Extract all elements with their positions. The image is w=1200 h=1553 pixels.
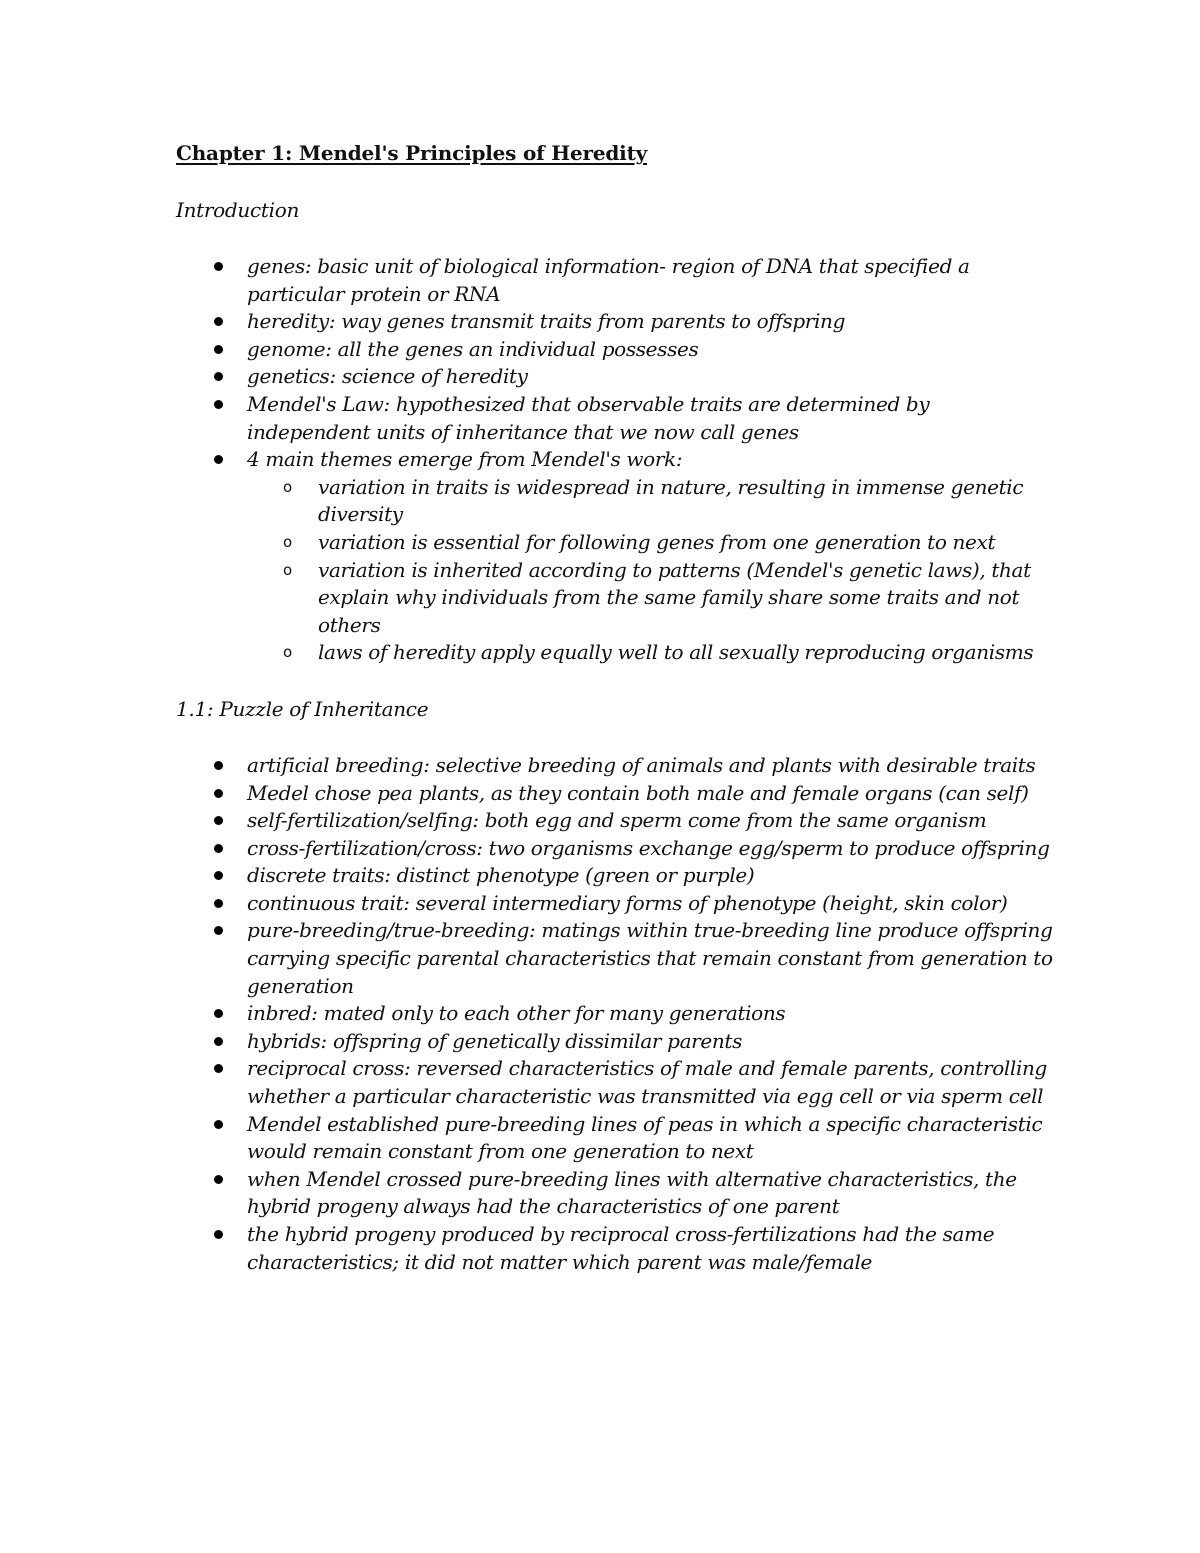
list-item [176,835,1056,863]
hollow-circle-bullet-icon: o [283,532,292,551]
introduction-list [176,253,1056,667]
bullet-dot-icon [214,345,223,354]
list-item-text: genome: all the genes an individual possesses [247,336,699,361]
list-item-text: Mendel's Law: hypothesized that observable traits are determined by independent units of inheritance that we now call genes [247,391,930,444]
list-item [176,253,1056,308]
list-item [176,752,1056,780]
bullet-dot-icon [214,816,223,825]
bullet-dot-icon [214,1009,223,1018]
sublist-item-text: laws of heredity apply equally well to all sexually reproducing organisms [318,640,1034,665]
bullet-dot-icon [214,1230,223,1239]
list-item-text: Mendel established pure-breeding lines of peas in which a specific characteristic would remain constant from one generation to next [247,1111,1043,1164]
list-item-text: the hybrid progeny produced by reciprocal cross-fertilizations had the same characteristics; it did not matter which parent was male/female [247,1222,995,1274]
bullet-dot-icon [214,926,223,935]
sublist-item [247,639,1056,667]
themes-sublist [247,474,1056,667]
bullet-dot-icon [214,317,223,326]
section-heading-puzzle-of-inheritance: 1.1: Puzzle of Inheritance [176,696,429,721]
bullet-dot-icon [214,1175,223,1184]
list-item-text: pure-breeding/true-breeding: matings within true-breeding line produce offspring carrying specific parental characteristics that remain constant from generation to generation [247,918,1053,998]
list-item [176,1000,1056,1028]
bullet-dot-icon [214,262,223,271]
list-item [176,862,1056,890]
list-item-text: continuous trait: several intermediary forms of phenotype (height, skin color) [247,890,1008,915]
bullet-dot-icon [214,455,223,464]
list-item-text: genetics: science of heredity [247,364,528,389]
list-item [176,308,1056,336]
list-item-text: genes: basic unit of biological information- region of DNA that specified a particular protein or RNA [247,254,970,306]
list-item-text: 4 main themes emerge from Mendel's work: [247,447,683,472]
bullet-dot-icon [214,1037,223,1046]
sublist-item [247,529,1056,557]
sublist-item-text: variation in traits is widespread in nature, resulting in immense genetic diversity [318,474,1024,527]
list-item [176,890,1056,918]
list-item [176,1055,1056,1110]
hollow-circle-bullet-icon: o [283,560,292,579]
hollow-circle-bullet-icon: o [283,643,292,662]
sublist-item [247,557,1056,640]
bullet-dot-icon [214,844,223,853]
bullet-dot-icon [214,871,223,880]
list-item [176,917,1056,1000]
list-item-text: artificial breeding: selective breeding of animals and plants with desirable traits [247,752,1036,777]
list-item [176,807,1056,835]
puzzle-of-inheritance-list [176,752,1056,1276]
sublist-item-text: variation is essential for following genes from one generation to next [318,529,996,554]
list-item [176,363,1056,391]
section-heading-introduction: Introduction [176,198,300,222]
list-item-text: when Mendel crossed pure-breeding lines with alternative characteristics, the hybrid progeny always had the characteristics of one parent [247,1166,1017,1219]
sublist-item-text: variation is inherited according to patterns (Mendel's genetic laws), that explain why individuals from the same family share some traits and not others [318,557,1031,637]
list-item [176,391,1056,446]
list-item [176,1028,1056,1056]
bullet-dot-icon [214,400,223,409]
list-item-text: Medel chose pea plants, as they contain both male and female organs (can self) [247,780,1029,805]
list-item [176,1166,1056,1221]
chapter-title: Chapter 1: Mendel's Principles of Heredity [176,141,648,165]
bullet-dot-icon [214,1064,223,1073]
list-item [176,780,1056,808]
list-item-text: hybrids: offspring of genetically dissimilar parents [247,1028,743,1053]
list-item [176,336,1056,364]
list-item-text: discrete traits: distinct phenotype (green or purple) [247,863,755,888]
sublist-item [247,474,1056,529]
list-item-text: reciprocal cross: reversed characteristics of male and female parents, controlling whether a particular characteristic was transmitted via egg cell or via sperm cell [247,1056,1048,1109]
hollow-circle-bullet-icon: o [283,477,292,496]
bullet-dot-icon [214,761,223,770]
bullet-dot-icon [214,1120,223,1129]
bullet-dot-icon [214,789,223,798]
list-item [176,1221,1056,1276]
list-item-text: cross-fertilization/cross: two organisms exchange egg/sperm to produce offspring [247,835,1050,860]
list-item [176,1111,1056,1166]
list-item-text: heredity: way genes transmit traits from parents to offspring [247,309,846,334]
list-item [176,446,1056,667]
document-body [176,140,1056,1305]
bullet-dot-icon [214,372,223,381]
list-item-text: self-fertilization/selfing: both egg and sperm come from the same organism [247,808,987,833]
list-item-text: inbred: mated only to each other for many generations [247,1001,786,1026]
bullet-dot-icon [214,899,223,908]
